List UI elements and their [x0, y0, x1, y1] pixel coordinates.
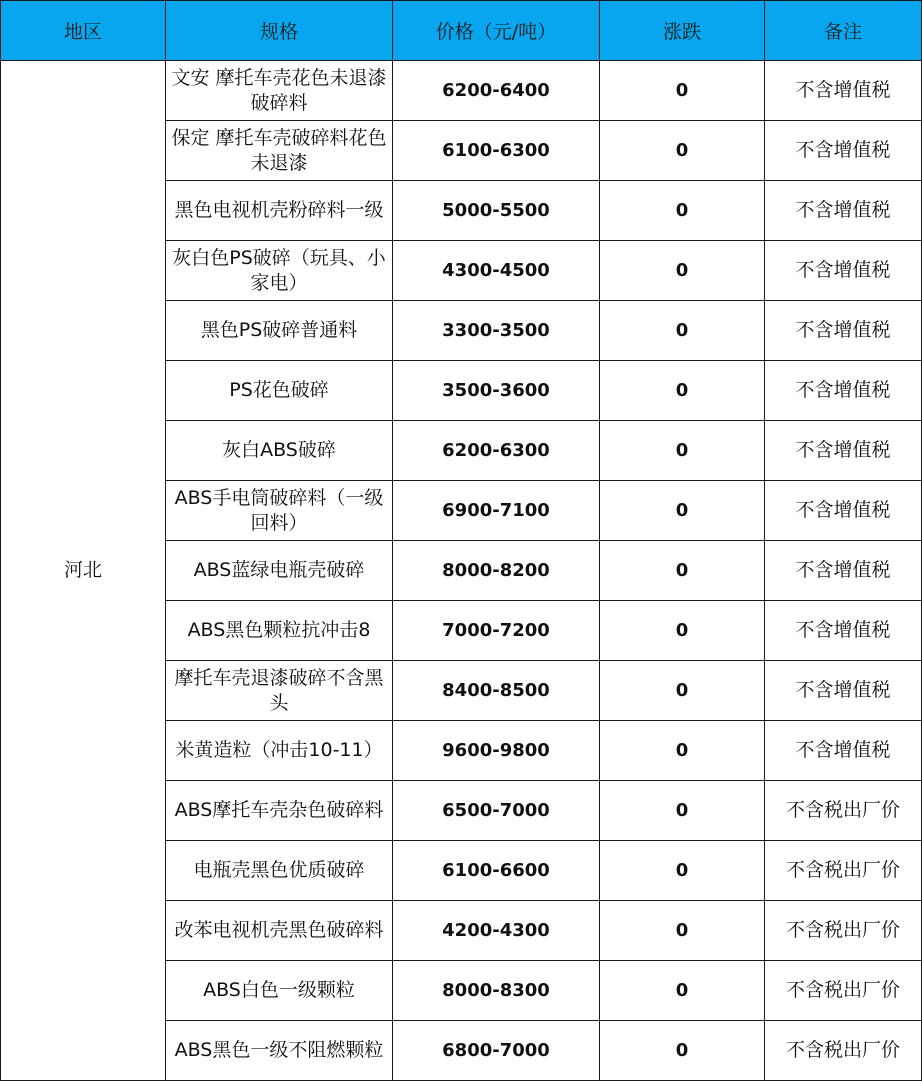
price-cell: 6500-7000 — [393, 781, 600, 841]
change-cell: 0 — [600, 481, 765, 541]
note-cell: 不含增值税 — [765, 241, 922, 301]
change-cell: 0 — [600, 901, 765, 961]
header-region: 地区 — [1, 1, 166, 61]
table-body — [1, 61, 922, 1081]
spec-cell: ABS黑色颗粒抗冲击8 — [166, 601, 393, 661]
price-cell: 8000-8200 — [393, 541, 600, 601]
spec-cell: 改苯电视机壳黑色破碎料 — [166, 901, 393, 961]
change-cell: 0 — [600, 721, 765, 781]
change-cell: 0 — [600, 121, 765, 181]
header-row — [1, 1, 922, 61]
note-cell: 不含增值税 — [765, 61, 922, 121]
change-cell: 0 — [600, 601, 765, 661]
change-cell: 0 — [600, 181, 765, 241]
change-cell: 0 — [600, 1021, 765, 1081]
note-cell: 不含增值税 — [765, 721, 922, 781]
price-cell: 6100-6600 — [393, 841, 600, 901]
spec-cell: 灰白色PS破碎（玩具、小家电） — [166, 241, 393, 301]
note-cell: 不含税出厂价 — [765, 961, 922, 1021]
price-cell: 4300-4500 — [393, 241, 600, 301]
spec-cell: 摩托车壳退漆破碎不含黑头 — [166, 661, 393, 721]
spec-cell: ABS手电筒破碎料（一级回料） — [166, 481, 393, 541]
note-cell: 不含增值税 — [765, 181, 922, 241]
note-cell: 不含增值税 — [765, 541, 922, 601]
spec-cell: 黑色电视机壳粉碎料一级 — [166, 181, 393, 241]
region-cell: 河北 — [1, 61, 166, 1081]
spec-cell: ABS摩托车壳杂色破碎料 — [166, 781, 393, 841]
note-cell: 不含增值税 — [765, 481, 922, 541]
price-cell: 3300-3500 — [393, 301, 600, 361]
header-spec: 规格 — [166, 1, 393, 61]
header-change: 涨跌 — [600, 1, 765, 61]
price-cell: 6100-6300 — [393, 121, 600, 181]
change-cell: 0 — [600, 241, 765, 301]
note-cell: 不含税出厂价 — [765, 781, 922, 841]
spec-cell: 黑色PS破碎普通料 — [166, 301, 393, 361]
price-cell: 3500-3600 — [393, 361, 600, 421]
price-cell: 8000-8300 — [393, 961, 600, 1021]
price-cell: 6800-7000 — [393, 1021, 600, 1081]
price-cell: 9600-9800 — [393, 721, 600, 781]
change-cell: 0 — [600, 421, 765, 481]
spec-cell: ABS蓝绿电瓶壳破碎 — [166, 541, 393, 601]
change-cell: 0 — [600, 961, 765, 1021]
price-cell: 8400-8500 — [393, 661, 600, 721]
spec-cell: 文安 摩托车壳花色未退漆破碎料 — [166, 61, 393, 121]
price-cell: 5000-5500 — [393, 181, 600, 241]
price-cell: 7000-7200 — [393, 601, 600, 661]
price-cell: 6200-6400 — [393, 61, 600, 121]
change-cell: 0 — [600, 361, 765, 421]
note-cell: 不含税出厂价 — [765, 1021, 922, 1081]
change-cell: 0 — [600, 781, 765, 841]
note-cell: 不含税出厂价 — [765, 841, 922, 901]
note-cell: 不含增值税 — [765, 601, 922, 661]
change-cell: 0 — [600, 661, 765, 721]
note-cell: 不含增值税 — [765, 361, 922, 421]
spec-cell: 米黄造粒（冲击10-11） — [166, 721, 393, 781]
spec-cell: ABS黑色一级不阻燃颗粒 — [166, 1021, 393, 1081]
price-cell: 6200-6300 — [393, 421, 600, 481]
header-price: 价格（元/吨） — [393, 1, 600, 61]
note-cell: 不含税出厂价 — [765, 901, 922, 961]
change-cell: 0 — [600, 301, 765, 361]
header-note: 备注 — [765, 1, 922, 61]
spec-cell: 电瓶壳黑色优质破碎 — [166, 841, 393, 901]
price-cell: 6900-7100 — [393, 481, 600, 541]
note-cell: 不含增值税 — [765, 421, 922, 481]
note-cell: 不含增值税 — [765, 301, 922, 361]
spec-cell: 灰白ABS破碎 — [166, 421, 393, 481]
spec-cell: 保定 摩托车壳破碎料花色未退漆 — [166, 121, 393, 181]
note-cell: 不含增值税 — [765, 661, 922, 721]
spec-cell: ABS白色一级颗粒 — [166, 961, 393, 1021]
table-row — [1, 61, 922, 121]
change-cell: 0 — [600, 841, 765, 901]
change-cell: 0 — [600, 541, 765, 601]
spec-cell: PS花色破碎 — [166, 361, 393, 421]
change-cell: 0 — [600, 61, 765, 121]
note-cell: 不含增值税 — [765, 121, 922, 181]
price-cell: 4200-4300 — [393, 901, 600, 961]
